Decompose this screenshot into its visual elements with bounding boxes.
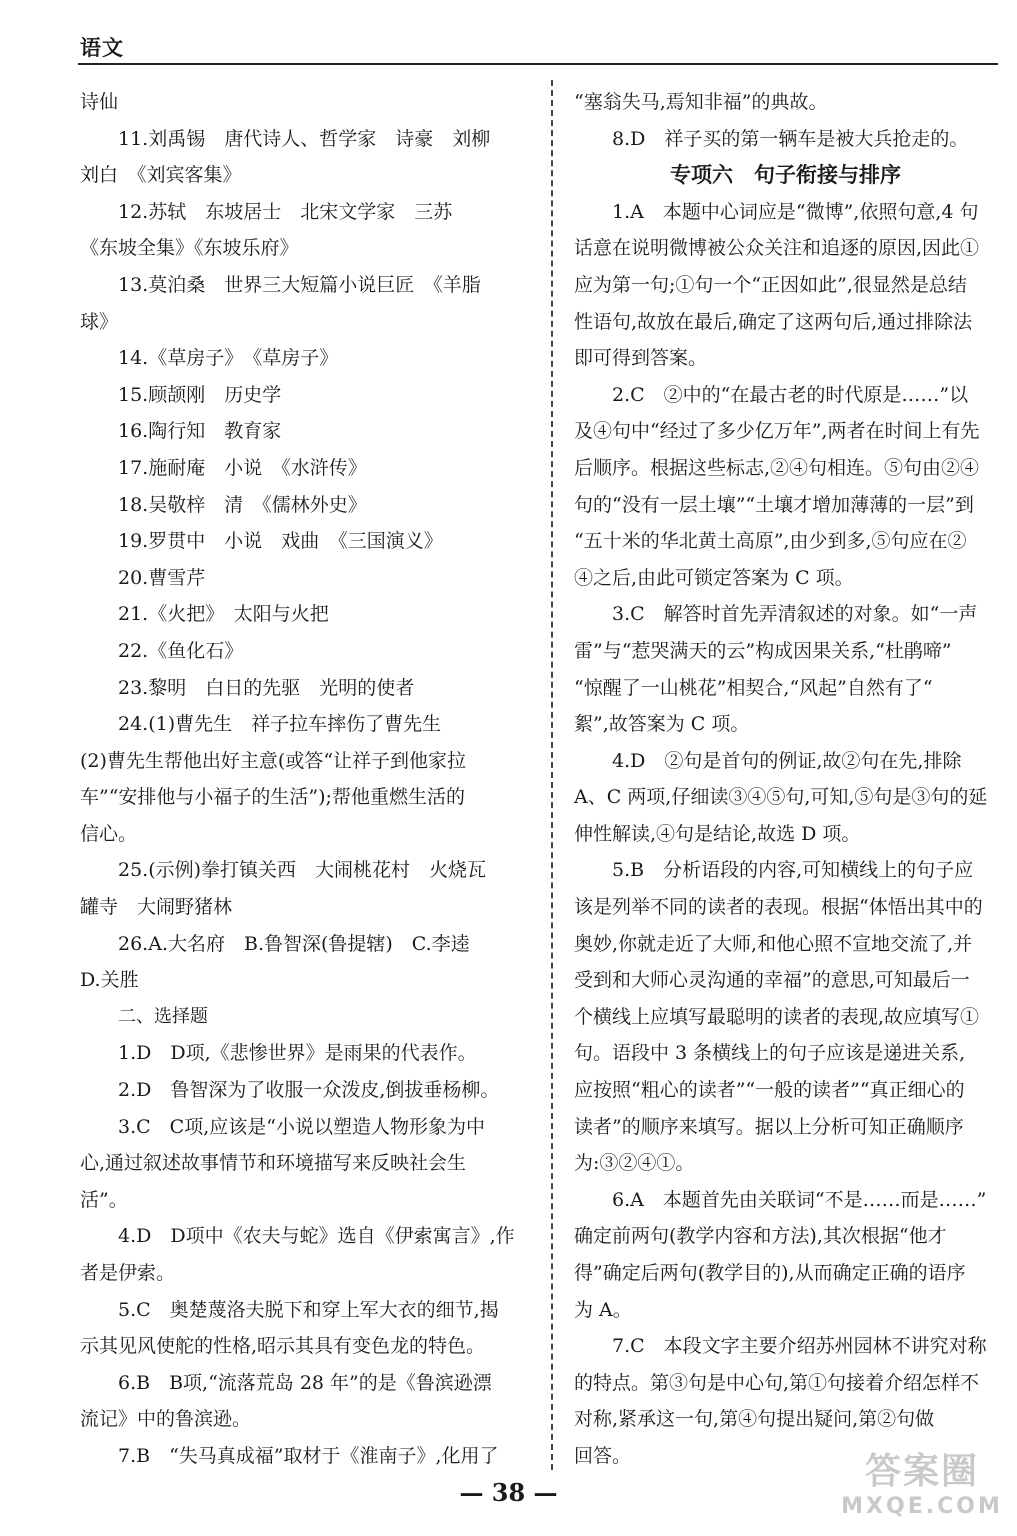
text-line: 6.A 本题首先由关联词“不是……而是……” <box>612 1188 987 1211</box>
text-line: 活”。 <box>80 1188 128 1211</box>
text-line: 3.C 解答时首先弄清叙述的对象。如“一声 <box>612 603 978 626</box>
header-rule <box>78 63 998 65</box>
text-line: 19.罗贯中 小说 戏曲 《三国演义》 <box>118 530 443 553</box>
text-line: 《东坡全集》《东坡乐府》 <box>80 237 299 260</box>
text-line: 20.曹雪芹 <box>118 566 206 589</box>
text-line: “惊醒了一山桃花”相契合,“风起”自然有了“ <box>574 676 933 699</box>
text-line: 示其见风使舵的性格,昭示其具有变色龙的特色。 <box>80 1335 486 1358</box>
text-line: 该是列举不同的读者的表现。根据“体悟出其中的 <box>574 896 983 919</box>
text-line: 诗仙 <box>80 91 119 113</box>
text-line: 7.C 本段文字主要介绍苏州园林不讲究对称 <box>612 1335 987 1358</box>
text-line: 1.A 本题中心词应是“微博”,依照句意,4 句 <box>612 200 979 223</box>
left-column <box>80 84 538 1475</box>
text-line: 奥妙,你就走近了大师,和他心照不宣地交流了,并 <box>574 932 973 955</box>
text-line: 23.黎明 白日的先驱 光明的使者 <box>118 676 415 699</box>
text-line: 14.《草房子》 《草房子》 <box>118 347 339 370</box>
text-line: 4.D D项中《农夫与蛇》选自《伊索寓言》,作 <box>118 1225 515 1248</box>
text-line: 18.吴敬梓 清 《儒林外史》 <box>118 493 367 516</box>
text-line: 5.B 分析语段的内容,可知横线上的句子应 <box>612 859 974 882</box>
column-divider <box>551 80 553 1470</box>
section-title: 专项六 句子衔接与排序 <box>670 163 901 188</box>
text-line: 絮”,故答案为 C 项。 <box>574 713 750 736</box>
subheading-choice-questions: 二、选择题 <box>118 1005 208 1027</box>
text-line: 1.D D项,《悲惨世界》是雨果的代表作。 <box>118 1042 477 1065</box>
text-line: 罐寺 大闹野猪林 <box>80 896 233 919</box>
text-line: 心,通过叙述故事情节和环境描写来反映社会生 <box>80 1152 467 1175</box>
watermark-bottom-text: MXQE.COM <box>841 1494 1003 1519</box>
text-line: 车”“安排他与小福子的生活”);帮他重燃生活的 <box>80 786 465 809</box>
text-line: (2)曹先生帮他出好主意(或答“让祥子到他家拉 <box>80 749 467 772</box>
text-line: 应按照“粗心的读者”“一般的读者”“真正细心的 <box>574 1079 965 1102</box>
text-line: 为:③②④①。 <box>574 1152 695 1175</box>
text-line: 3.C C项,应该是“小说以塑造人物形象为中 <box>118 1115 485 1138</box>
text-line: 受到和大师心灵沟通的幸福”的意思,可知最后一 <box>574 969 970 992</box>
text-line: 为 A。 <box>574 1298 632 1321</box>
text-line: ④之后,由此可锁定答案为 C 项。 <box>574 566 854 589</box>
text-line: “塞翁失马,焉知非福”的典故。 <box>574 91 828 113</box>
text-line: 8.D 祥子买的第一辆车是被大兵抢走的。 <box>612 127 969 150</box>
text-line: 者是伊索。 <box>80 1262 176 1284</box>
page-header-title: 语文 <box>80 36 124 60</box>
text-line: A、C 两项,仔细读③④⑤句,可知,⑤句是③句的延 <box>574 786 988 809</box>
text-line: 伸性解读,④句是结论,故选 D 项。 <box>574 822 861 845</box>
text-line: 得”确定后两句(教学目的),从而确定正确的语序 <box>574 1262 966 1284</box>
text-line: 句的“没有一层土壤”“土壤才增加薄薄的一层”到 <box>574 493 974 516</box>
text-line: 15.顾颉刚 历史学 <box>118 383 282 406</box>
text-line: 12.苏轼 东坡居士 北宋文学家 三苏 <box>118 200 453 223</box>
text-line: “五十米的华北黄土高原”,由少到多,⑤句应在② <box>574 530 967 553</box>
text-line: 对称,紧承这一句,第④句提出疑问,第②句做 <box>574 1408 935 1431</box>
text-line: 话意在说明微博被公众关注和追逐的原因,因此① <box>574 237 980 260</box>
text-line: 回答。 <box>574 1444 632 1467</box>
text-line: 句。语段中 3 条横线上的句子应该是递进关系, <box>574 1042 966 1065</box>
text-line: 22.《鱼化石》 <box>118 639 244 662</box>
text-line: 应为第一句;①句一个“正因如此”,很显然是总结 <box>574 273 967 296</box>
text-line: 确定前两句(教学内容和方法),其次根据“他才 <box>574 1225 947 1248</box>
text-line: 24.(1)曹先生 祥子拉车摔伤了曹先生 <box>118 713 442 736</box>
text-line: 读者”的顺序来填写。据以上分析可知正确顺序 <box>574 1115 964 1138</box>
text-line: 2.D 鲁智深为了收服一众泼皮,倒拔垂杨柳。 <box>118 1079 500 1102</box>
text-line: 6.B B项,“流落荒岛 28 年”的是《鲁滨逊漂 <box>118 1371 492 1394</box>
text-line: 信心。 <box>80 822 138 845</box>
text-line: 26.A.大名府 B.鲁智深(鲁提辖) C.李逵 <box>118 932 470 955</box>
text-line: 刘白 《刘宾客集》 <box>80 164 242 187</box>
text-line: 的特点。第③句是中心句,第①句接着介绍怎样不 <box>574 1371 980 1394</box>
text-line: 11.刘禹锡 唐代诗人、哲学家 诗豪 刘柳 <box>118 127 491 150</box>
text-line: 流记》中的鲁滨逊。 <box>80 1408 252 1431</box>
text-line: 即可得到答案。 <box>574 347 708 370</box>
right-column <box>574 84 1017 1475</box>
watermark-logo <box>837 1450 1007 1530</box>
text-line: 性语句,故放在最后,确定了这两句后,通过排除法 <box>574 310 973 333</box>
text-line: D.关胜 <box>80 969 139 992</box>
text-line: 7.B “失马真成福”取材于《淮南子》,化用了 <box>118 1444 499 1467</box>
text-line: 5.C 奥楚蔑洛夫脱下和穿上军大衣的细节,揭 <box>118 1298 499 1321</box>
text-line: 16.陶行知 教育家 <box>118 420 282 443</box>
text-line: 后顺序。根据这些标志,②④句相连。⑤句由②④ <box>574 456 980 479</box>
text-line: 雷”与“惹哭满天的云”构成因果关系,“杜鹃啼” <box>574 639 952 662</box>
page-number: — 38 — <box>459 1478 558 1507</box>
text-line: 25.(示例)拳打镇关西 大闹桃花村 火烧瓦 <box>118 859 487 882</box>
text-line: 个横线上应填写最聪明的读者的表现,故应填写① <box>574 1005 980 1028</box>
text-line: 13.莫泊桑 世界三大短篇小说巨匠 《羊脂 <box>118 273 481 296</box>
text-line: 4.D ②句是首句的例证,故②句在先,排除 <box>612 749 962 772</box>
text-line: 21.《火把》 太阳与火把 <box>118 603 329 626</box>
watermark-top-text: 答案圈 <box>864 1451 979 1492</box>
text-line: 及④句中“经过了多少亿万年”,两者在时间上有先 <box>574 420 980 443</box>
text-line: 2.C ②中的“在最古老的时代原是……”以 <box>612 383 969 406</box>
text-line: 17.施耐庵 小说 《水浒传》 <box>118 456 367 479</box>
text-line: 球》 <box>80 310 119 333</box>
